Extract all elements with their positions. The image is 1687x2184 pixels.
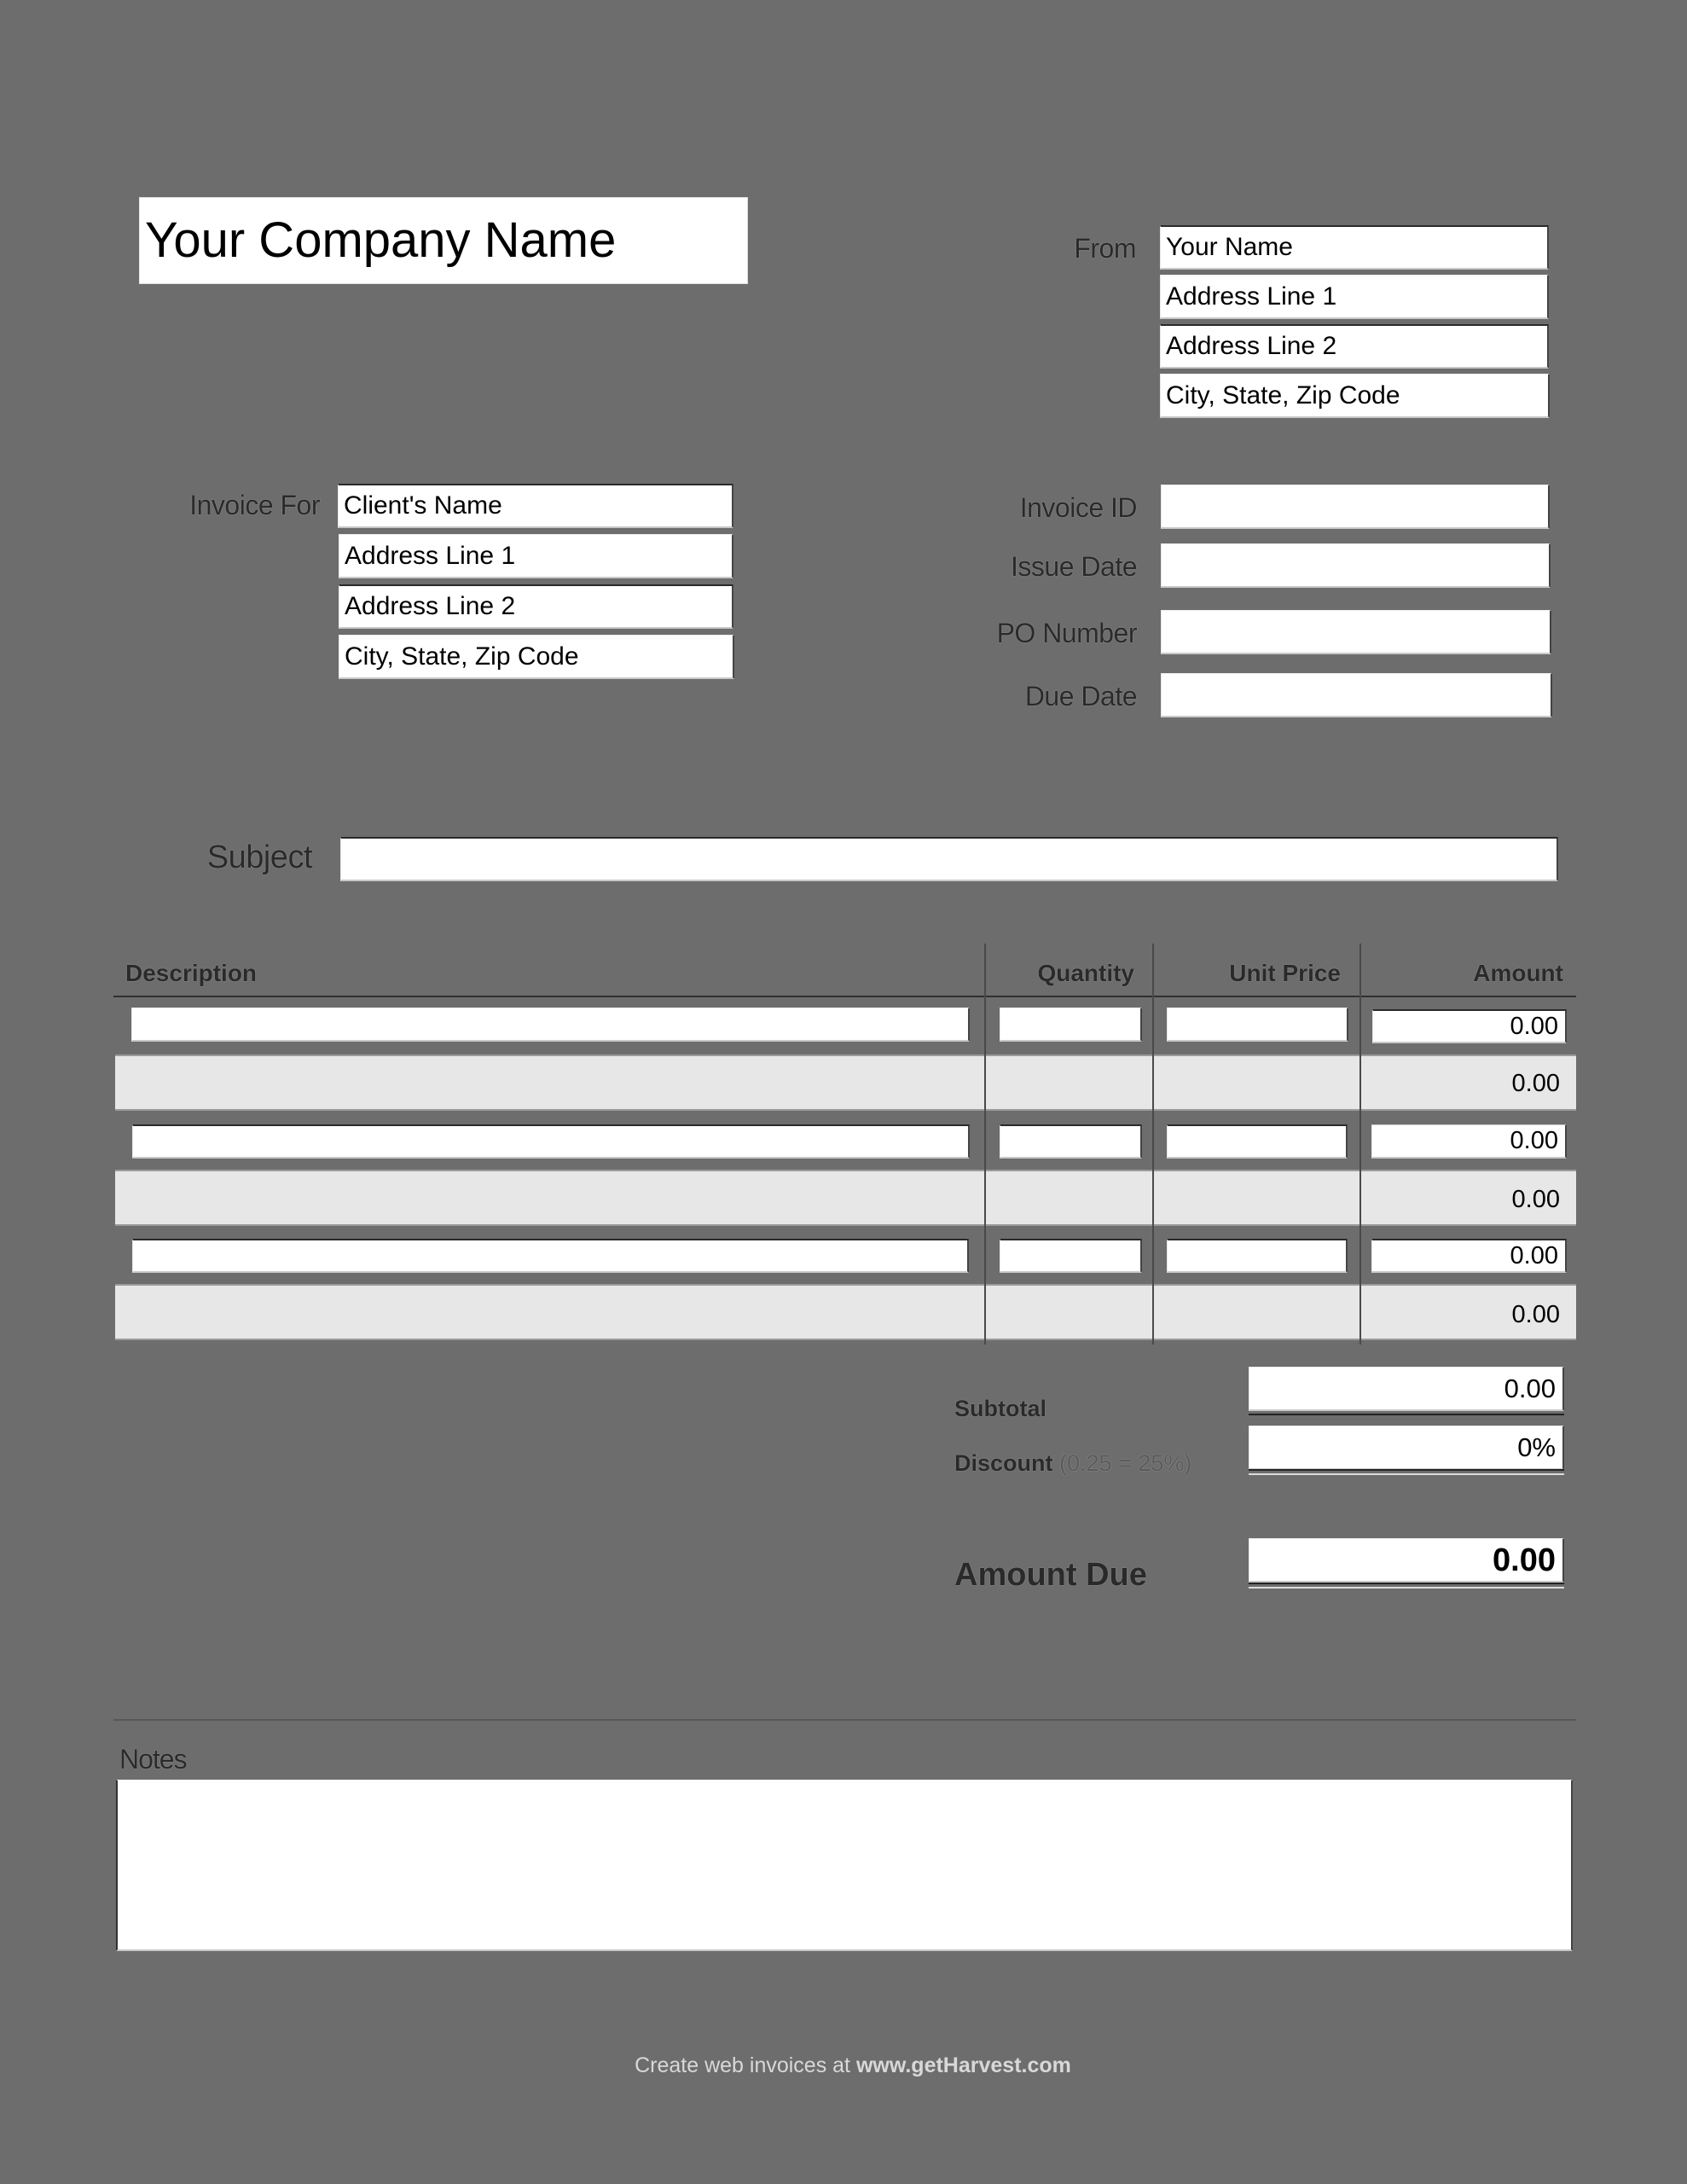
column-header-unit-price: Unit Price <box>1229 960 1341 986</box>
subject-label: Subject <box>206 839 312 875</box>
subtotal-underline <box>1249 1414 1564 1416</box>
company-name-field[interactable]: Your Company Name <box>139 197 748 284</box>
client-address1-field[interactable]: Address Line 1 <box>339 534 733 578</box>
row5-quantity-field[interactable] <box>1000 1239 1142 1273</box>
row5-description-field[interactable] <box>132 1239 969 1273</box>
client-city-field[interactable]: City, State, Zip Code <box>339 635 734 679</box>
invoice-id-label: Invoice ID <box>1019 492 1137 523</box>
footer-link[interactable]: www.getHarvest.com <box>855 2053 1071 2077</box>
discount-label <box>954 1450 1191 1477</box>
from-name-field[interactable]: Your Name <box>1160 225 1549 270</box>
row2-amount: 0.00 <box>1511 1070 1560 1097</box>
column-header-amount: Amount <box>1473 960 1563 986</box>
due-date-field[interactable] <box>1161 673 1552 717</box>
discount-field[interactable]: 0% <box>1249 1426 1564 1470</box>
invoice-for-label: Invoice For <box>189 490 320 520</box>
from-label: From <box>1074 233 1136 264</box>
row3-amount-field[interactable]: 0.00 <box>1371 1124 1567 1159</box>
row1-amount-field[interactable]: 0.00 <box>1372 1009 1567 1043</box>
notes-field[interactable] <box>116 1780 1573 1951</box>
table-header-divider <box>113 996 1576 997</box>
row5-amount-field[interactable]: 0.00 <box>1371 1239 1567 1273</box>
client-name-field[interactable]: Client's Name <box>338 484 733 528</box>
subtotal-field: 0.00 <box>1249 1367 1564 1411</box>
column-divider <box>1359 944 1361 1345</box>
row1-unit-price-field[interactable] <box>1167 1008 1348 1042</box>
notes-label: Notes <box>119 1744 187 1774</box>
client-address2-field[interactable]: Address Line 2 <box>339 584 733 629</box>
due-date-label: Due Date <box>1024 681 1137 712</box>
row5-unit-price-field[interactable] <box>1167 1239 1348 1273</box>
po-number-field[interactable] <box>1161 610 1551 654</box>
table-row <box>115 1170 1576 1226</box>
row4-amount: 0.00 <box>1511 1186 1560 1213</box>
amount-due-label: Amount Due <box>954 1557 1147 1593</box>
column-header-quantity: Quantity <box>1037 960 1134 986</box>
discount-underline <box>1249 1469 1564 1475</box>
discount-hint: (0.25 = 25%) <box>1059 1450 1192 1476</box>
discount-label-text: Discount <box>954 1450 1053 1476</box>
subject-field[interactable] <box>340 837 1558 881</box>
footer-text <box>597 2053 1109 2078</box>
po-number-label: PO Number <box>996 618 1137 648</box>
amount-due-underline <box>1249 1583 1564 1589</box>
subtotal-label: Subtotal <box>954 1396 1046 1421</box>
from-address1-field[interactable]: Address Line 1 <box>1160 275 1549 319</box>
row3-quantity-field[interactable] <box>1000 1124 1142 1159</box>
notes-divider <box>113 1719 1576 1721</box>
row1-description-field[interactable] <box>131 1008 970 1042</box>
row6-amount: 0.00 <box>1511 1301 1560 1328</box>
column-divider <box>1152 944 1154 1345</box>
table-row <box>115 1054 1576 1111</box>
column-divider <box>984 944 986 1345</box>
amount-due-field: 0.00 <box>1249 1538 1564 1583</box>
issue-date-field[interactable] <box>1161 543 1551 588</box>
from-city-field[interactable]: City, State, Zip Code <box>1160 374 1550 418</box>
table-row <box>115 1284 1576 1340</box>
column-header-description: Description <box>125 960 258 986</box>
row3-unit-price-field[interactable] <box>1167 1124 1348 1159</box>
row1-quantity-field[interactable] <box>1000 1008 1142 1042</box>
issue-date-label: Issue Date <box>1011 551 1137 582</box>
row3-description-field[interactable] <box>132 1124 970 1159</box>
invoice-id-field[interactable] <box>1161 485 1550 529</box>
footer-prefix: Create web invoices at <box>635 2053 856 2077</box>
from-address2-field[interactable]: Address Line 2 <box>1160 324 1549 369</box>
